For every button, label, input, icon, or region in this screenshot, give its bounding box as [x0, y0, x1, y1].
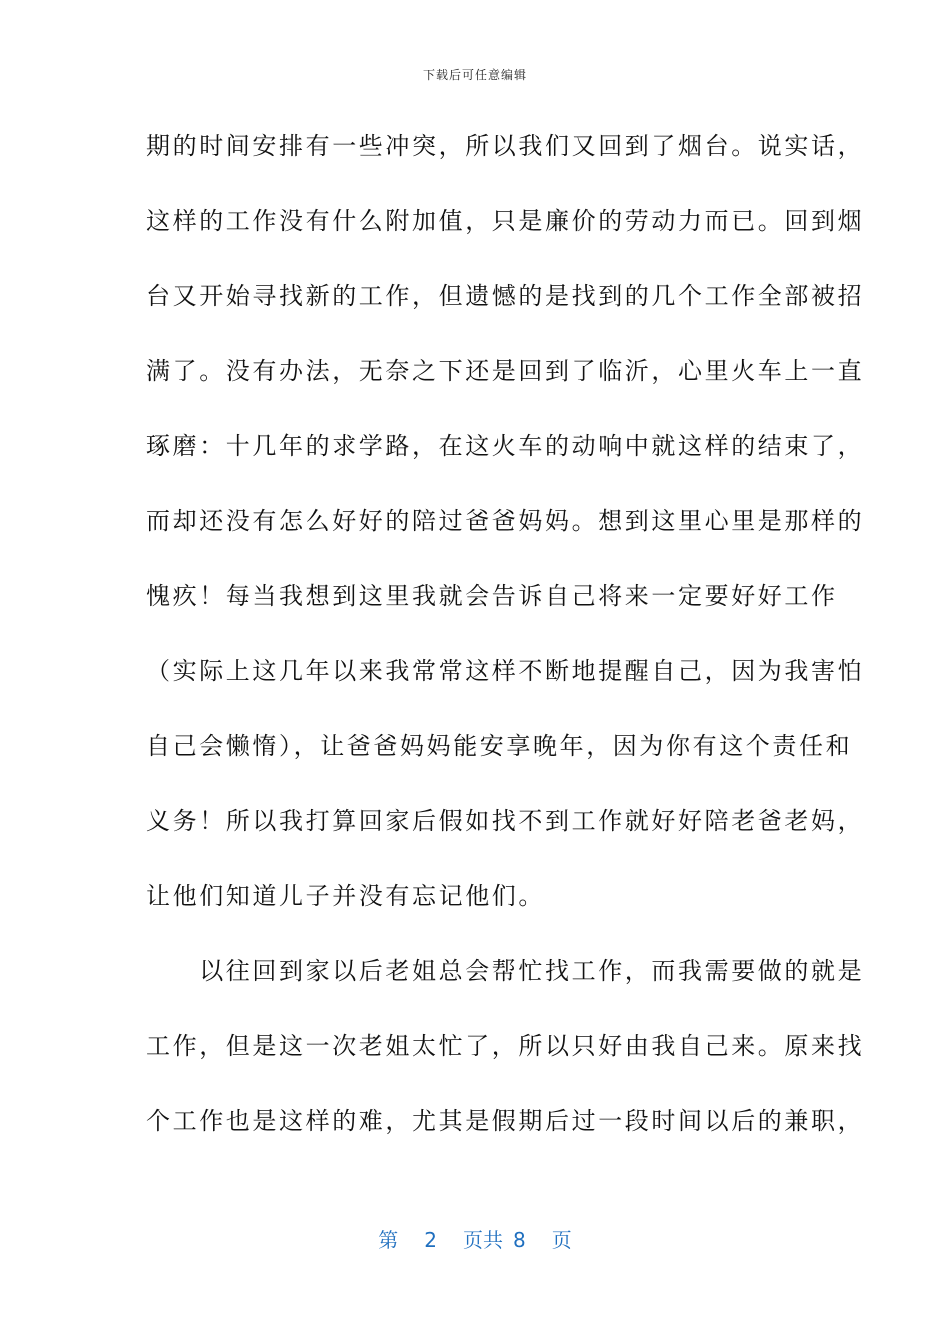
- text-line: 个工作也是这样的难，尤其是假期后过一段时间以后的兼职，: [146, 1107, 865, 1135]
- text-line: 满了。没有办法，无奈之下还是回到了临沂，心里火车上一直: [146, 357, 865, 385]
- text-line: 义务！所以我打算回家后假如找不到工作就好好陪老爸老妈，: [146, 807, 865, 835]
- document-body: [146, 124, 865, 1174]
- page-mid: 页共: [463, 1228, 503, 1252]
- text-line: （实际上这几年以来我常常这样不断地提醒自己，因为我害怕: [146, 657, 865, 685]
- text-line: 而却还没有怎么好好的陪过爸爸妈妈。想到这里心里是那样的: [146, 507, 865, 535]
- page-current: 2: [424, 1228, 437, 1252]
- text-line: 工作，但是这一次老姐太忙了，所以只好由我自己来。原来找: [146, 1032, 865, 1060]
- page-total: 8: [513, 1228, 526, 1252]
- text-line: 台又开始寻找新的工作，但遗憾的是找到的几个工作全部被招: [146, 282, 865, 310]
- text-line: 琢磨：十几年的求学路，在这火车的动响中就这样的结束了，: [146, 432, 865, 460]
- text-line: 自己会懒惰），让爸爸妈妈能安享晚年，因为你有这个责任和: [146, 732, 853, 760]
- header-note: 下载后可任意编辑: [422, 68, 527, 82]
- page-footer: [0, 1224, 950, 1253]
- text-line: 以往回到家以后老姐总会帮忙找工作，而我需要做的就是: [146, 957, 865, 985]
- text-line: 这样的工作没有什么附加值，只是廉价的劳动力而已。回到烟: [146, 207, 865, 235]
- text-line: 期的时间安排有一些冲突，所以我们又回到了烟台。说实话，: [146, 132, 865, 160]
- page-suffix: 页: [551, 1228, 572, 1252]
- text-line: 愧疚！每当我想到这里我就会告诉自己将来一定要好好工作: [146, 582, 838, 610]
- page-prefix: 第: [378, 1228, 399, 1252]
- text-line: 让他们知道儿子并没有忘记他们。: [146, 882, 545, 910]
